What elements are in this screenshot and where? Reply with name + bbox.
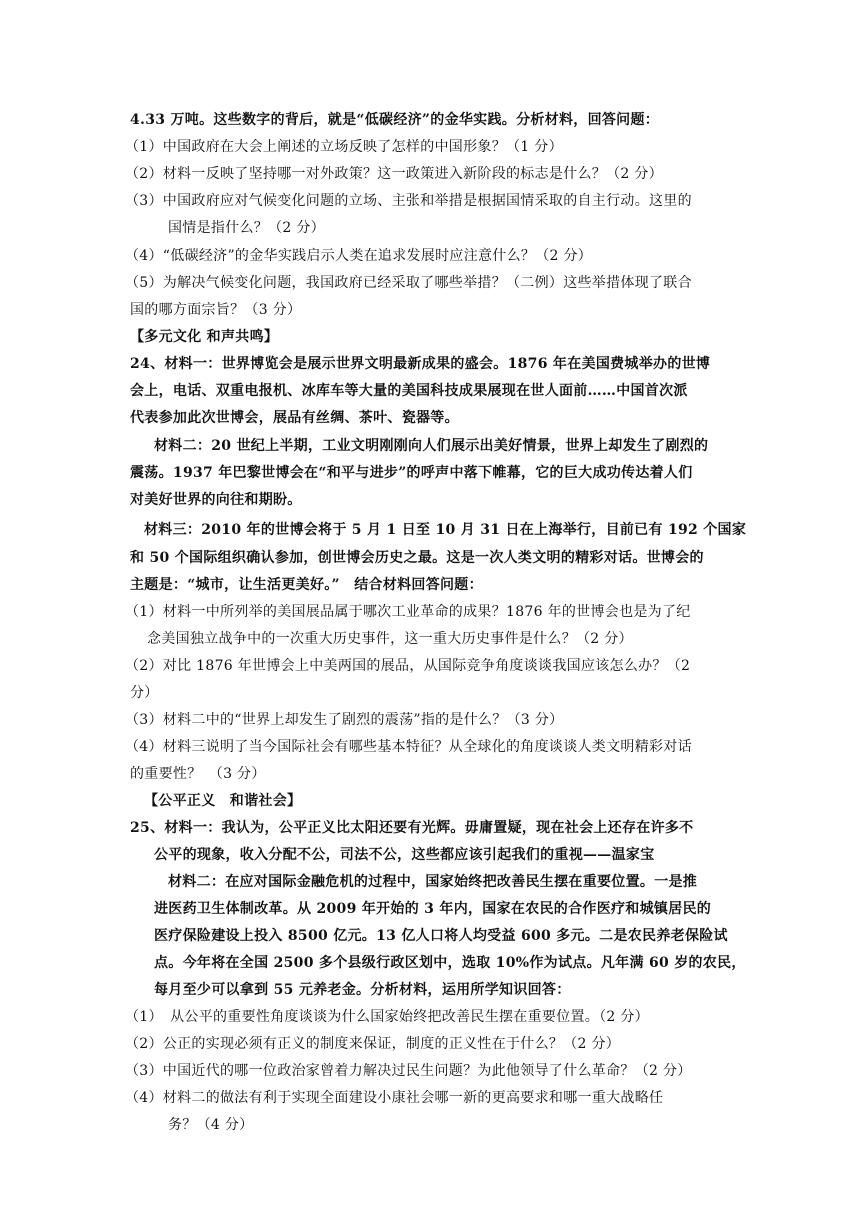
q24-sub1-line1: （1）材料一中所列举的美国展品属于哪次工业革命的成果？1876 年的世博会也是为了纪	[125, 604, 691, 620]
q24-material2-line2: 震荡。1937 年巴黎世博会在“和平与进步”的呼声中落下帷幕，它的巨大成功传达着人们	[130, 465, 693, 481]
q24-sub1-line2: 念美国独立战争中的一次重大历史事件，这一重大历史事件是什么？（2 分）	[147, 631, 633, 647]
q23-sub5-line1: （5）为解决气候变化问题，我国政府已经采取了哪些举措？（二例）这些举措体现了联合	[125, 275, 692, 291]
q24-material2-line1: 材料二：20 世纪上半期，工业文明刚刚向人们展示出美好情景，世界上却发生了剧烈的	[154, 438, 709, 454]
q24-material3-line2: 和 50 个国际组织确认参加，创世博会历史之最。这是一次人类文明的精彩对话。世博会的	[130, 550, 704, 566]
q25-material2-line1: 材料二：在应对国际金融危机的过程中，国家始终把改善民生摆在重要位置。一是推	[168, 874, 698, 890]
q24-material1-line3: 代表参加此次世博会，展品有丝绸、茶叶、瓷器等。	[130, 410, 459, 426]
q25-sub1: （1） 从公平的重要性角度谈谈为什么国家始终把改善民生摆在重要位置。（2 分）	[125, 1009, 649, 1025]
q23-sub4: （4）“低碳经济”的金华实践启示人类在追求发展时应注意什么？（2 分）	[125, 248, 593, 264]
q23-sub3-line2: 国情是指什么？（2 分）	[168, 220, 325, 236]
q25-sub4-line2: 务？（4 分）	[168, 1117, 254, 1133]
q25-sub2: （2）公正的实现必须有正义的制度来保证，制度的正义性在于什么？（2 分）	[125, 1036, 621, 1052]
section-heading-justice: 【公平正义 和谐社会】	[144, 793, 302, 809]
q25-sub3: （3）中国近代的哪一位政治家曾着力解决过民生问题？为此他领导了什么革命？（2 分）	[125, 1063, 692, 1079]
q24-sub4-line1: （4）材料三说明了当今国际社会有哪些基本特征？从全球化的角度谈谈人类文明精彩对话	[125, 739, 692, 755]
q25-material2-line4: 点。今年将在全国 2500 多个县级行政区划中，选取 10%作为试点。凡年满 60 岁的农民，	[154, 955, 746, 971]
q24-material1-line1: 24、材料一：世界博览会是展示世界文明最新成果的盛会。1876 年在美国费城举办的世博	[130, 356, 711, 372]
q24-material3-line1: 材料三：2010 年的世博会将于 5 月 1 日至 10 月 31 日在上海举行，目前已有 192 个国家	[144, 522, 747, 538]
q24-material2-line3: 对美好世界的向往和期盼。	[130, 492, 302, 508]
q23-sub5-line2: 国的哪方面宗旨？（3 分）	[130, 302, 302, 318]
q24-sub3: （3）材料二中的“世界上却发生了剧烈的震荡”指的是什么？（3 分）	[125, 712, 564, 728]
section-heading-culture: 【多元文化 和声共鸣】	[130, 329, 279, 345]
q25-material2-line2: 进医药卫生体制改革。从 2009 年开始的 3 年内，国家在农民的合作医疗和城镇居民的	[154, 901, 712, 917]
q25-material2-line3: 医疗保险建设上投入 8500 亿元。13 亿人口将人均受益 600 多元。二是农民养老保险试	[154, 928, 728, 944]
q25-material1-line2: 公平的现象，收入分配不公，司法不公，这些都应该引起我们的重视——温家宝	[154, 847, 655, 863]
q25-sub4-line1: （4）材料二的做法有利于实现全面建设小康社会哪一新的更高要求和哪一重大战略任	[125, 1090, 664, 1106]
q23-sub1: （1）中国政府在大会上阐述的立场反映了怎样的中国形象？（1 分）	[125, 139, 563, 155]
q24-sub2-line2: 分）	[130, 685, 159, 701]
q24-material3-line3: 主题是：“城市，让生活更美好。” 结合材料回答问题：	[130, 577, 483, 593]
q24-material1-line2: 会上，电话、双重电报机、冰库车等大量的美国科技成果展现在世人面前……中国首次派	[130, 383, 688, 399]
q23-intro: 4.33 万吨。这些数字的背后，就是“低碳经济”的金华实践。分析材料，回答问题：	[130, 112, 660, 128]
q24-sub2-line1: （2）对比 1876 年世博会上中美两国的展品，从国际竞争角度谈谈我国应该怎么办？（2	[125, 658, 691, 674]
q23-sub3-line1: （3）中国政府应对气候变化问题的立场、主张和举措是根据国情采取的自主行动。这里的	[125, 193, 692, 209]
q25-material1-line1: 25、材料一：我认为，公平正义比太阳还要有光辉。毋庸置疑，现在社会上还存在许多不	[130, 820, 694, 836]
q23-sub2: （2）材料一反映了坚持哪一对外政策？这一政策进入新阶段的标志是什么？（2 分）	[125, 166, 663, 182]
q24-sub4-line2: 的重要性？ （3 分）	[130, 766, 266, 782]
q25-material2-line5: 每月至少可以拿到 55 元养老金。分析材料，运用所学知识回答：	[154, 982, 571, 998]
